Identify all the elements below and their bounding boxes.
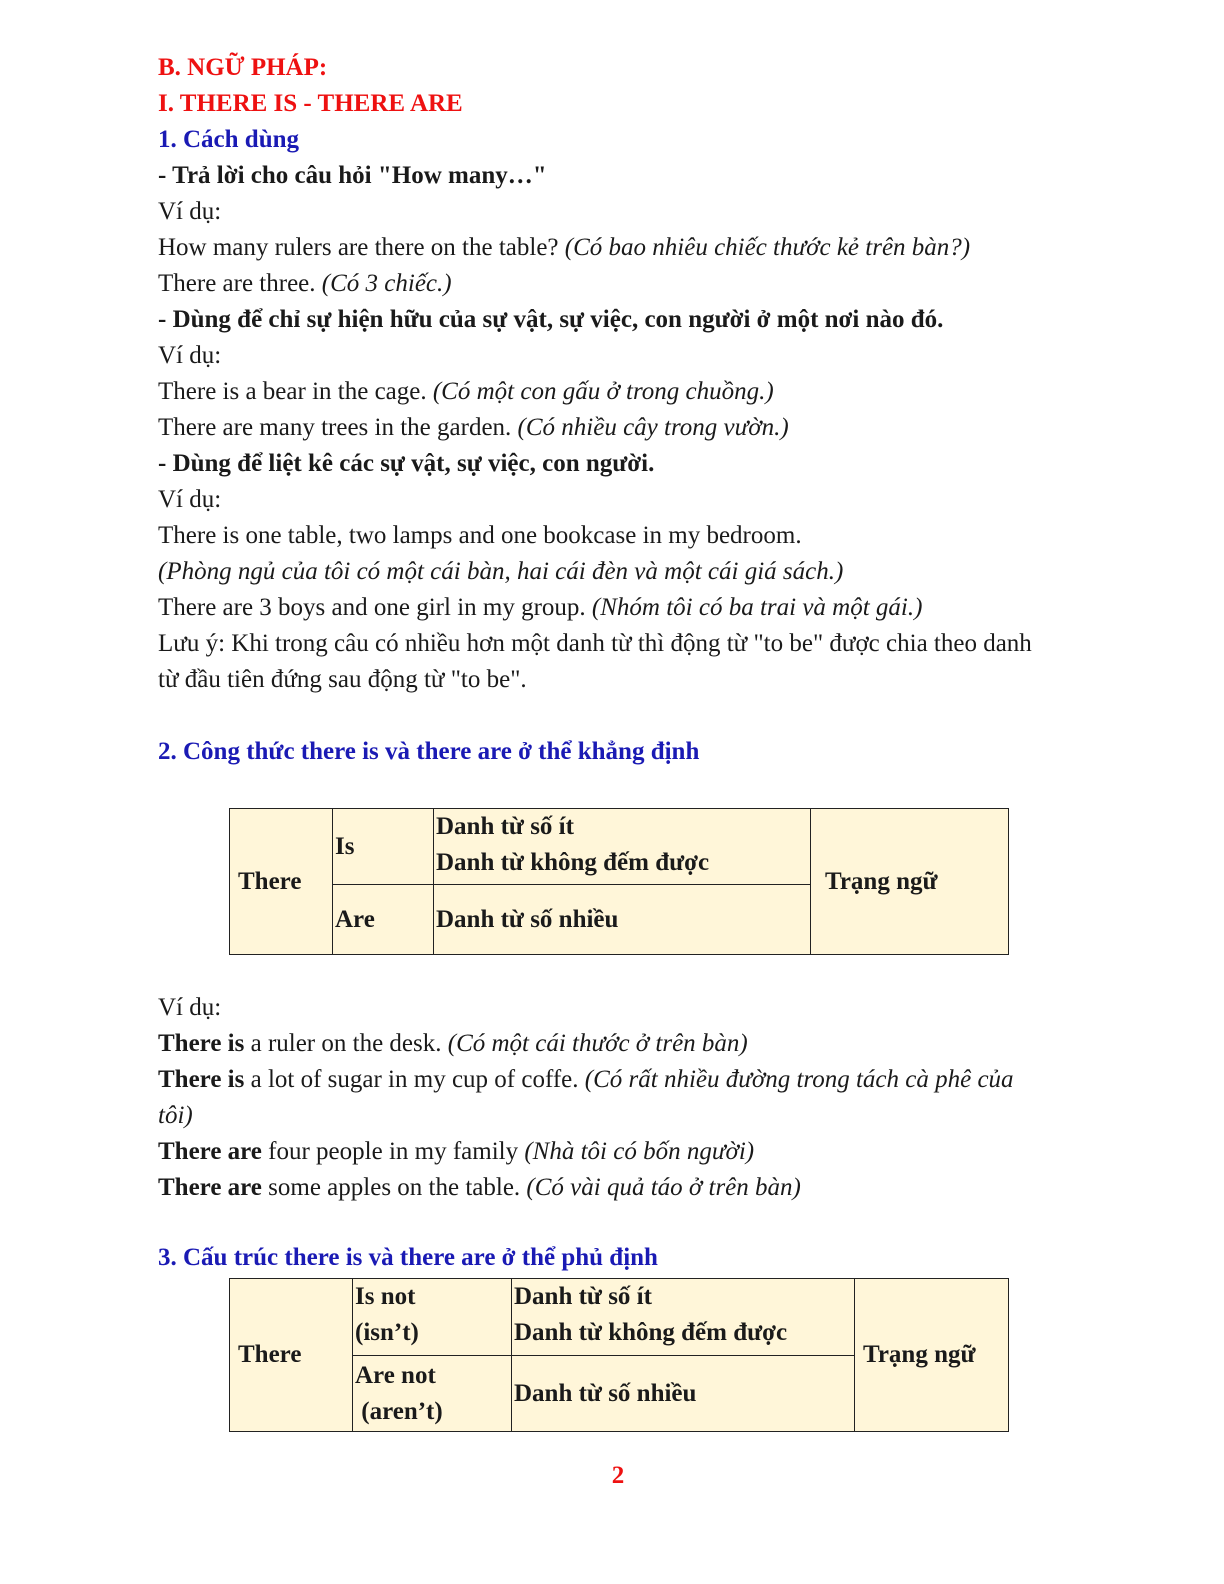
example-line (158, 1062, 1014, 1098)
section-heading-b: B. NGỮ PHÁP: (158, 54, 328, 81)
cell-are: Are (333, 885, 434, 955)
noun-uncountable: Danh từ không đếm được (436, 849, 710, 876)
noun-singular: Danh từ số ít (436, 813, 574, 840)
example-vi: (Nhóm tôi có ba trai và một gái.) (591, 594, 923, 621)
example-en: some apples on the table. (261, 1174, 527, 1201)
subheading-affirmative: 2. Công thức there is và there are ở thể khẳng định (158, 738, 700, 765)
note-line: từ đầu tiên đứng sau động từ "to be". (158, 666, 527, 693)
page-number: 2 (611, 1462, 625, 1489)
example-keyword: There are (158, 1174, 262, 1201)
example-vi: (Có một con gấu ở trong chuồng.) (432, 378, 774, 405)
negative-table (229, 1278, 1009, 1432)
cell-are-not (353, 1356, 512, 1432)
example-line (158, 590, 922, 626)
cell-there: There (230, 809, 333, 955)
example-en: How many rulers are there on the table? (158, 234, 565, 261)
cell-there: There (230, 1279, 353, 1432)
usage-1: - Trả lời cho câu hỏi "How many…" (158, 162, 547, 189)
example-vi: tôi) (158, 1102, 193, 1129)
cell-noun-singular (434, 809, 811, 885)
example-en: four people in my family (261, 1138, 525, 1165)
example-vi: (Có nhiều cây trong vườn.) (517, 414, 789, 441)
example-vi: (Có một cái thước ở trên bàn) (447, 1030, 748, 1057)
cell-is-not (353, 1279, 512, 1356)
example-en: There are many trees in the garden. (158, 414, 518, 441)
cell-adverbial: Trạng ngữ (855, 1279, 1009, 1432)
example-label: Ví dụ: (158, 342, 222, 369)
example-en: a lot of sugar in my cup of coffe. (244, 1066, 585, 1093)
cell-noun-singular (512, 1279, 855, 1356)
subheading-negative: 3. Cấu trúc there is và there are ở thể phủ định (158, 1244, 658, 1271)
usage-3: - Dùng để liệt kê các sự vật, sự việc, con người. (158, 450, 655, 477)
example-en: There are 3 boys and one girl in my group. (158, 594, 592, 621)
example-line (158, 374, 774, 410)
example-vi: (Phòng ngủ của tôi có một cái bàn, hai cái đèn và một cái giá sách.) (158, 558, 844, 585)
isnt: (isn’t) (355, 1319, 419, 1346)
usage-2: - Dùng để chỉ sự hiện hữu của sự vật, sự việc, con người ở một nơi nào đó. (158, 306, 944, 333)
example-line (158, 1026, 748, 1062)
example-en: There are three. (158, 270, 322, 297)
example-line (158, 266, 452, 302)
section-heading-i: I. THERE IS - THERE ARE (158, 90, 463, 117)
example-vi: (Nhà tôi có bốn người) (524, 1138, 755, 1165)
example-line (158, 1170, 801, 1206)
example-en: There is one table, two lamps and one bookcase in my bedroom. (158, 522, 802, 549)
example-label: Ví dụ: (158, 994, 222, 1021)
noun-uncountable: Danh từ không đếm được (514, 1319, 788, 1346)
example-vi: (Có 3 chiếc.) (321, 270, 452, 297)
example-line (158, 230, 970, 266)
note-line: Lưu ý: Khi trong câu có nhiều hơn một danh từ thì động từ "to be" được chia theo danh (158, 630, 1032, 657)
subheading-usage: 1. Cách dùng (158, 126, 300, 153)
noun-singular: Danh từ số ít (514, 1283, 652, 1310)
example-label: Ví dụ: (158, 486, 222, 513)
cell-noun-plural: Danh từ số nhiều (434, 885, 811, 955)
affirmative-table (229, 808, 1009, 955)
example-keyword: There is (158, 1030, 245, 1057)
cell-is: Is (333, 809, 434, 885)
arent: (aren’t) (355, 1397, 443, 1425)
example-en: a ruler on the desk. (244, 1030, 448, 1057)
example-line (158, 1134, 754, 1170)
are-not: Are not (355, 1361, 436, 1389)
example-keyword: There are (158, 1138, 262, 1165)
cell-adverbial: Trạng ngữ (811, 809, 1009, 955)
example-vi: (Có bao nhiêu chiếc thước kẻ trên bàn?) (564, 234, 971, 261)
is-not: Is not (355, 1283, 416, 1310)
cell-noun-plural: Danh từ số nhiều (512, 1356, 855, 1432)
example-en: There is a bear in the cage. (158, 378, 433, 405)
example-vi: (Có vài quả táo ở trên bàn) (526, 1174, 801, 1201)
example-vi: (Có rất nhiều đường trong tách cà phê của (584, 1066, 1014, 1093)
example-keyword: There is (158, 1066, 245, 1093)
example-line (158, 410, 789, 446)
example-label: Ví dụ: (158, 198, 222, 225)
